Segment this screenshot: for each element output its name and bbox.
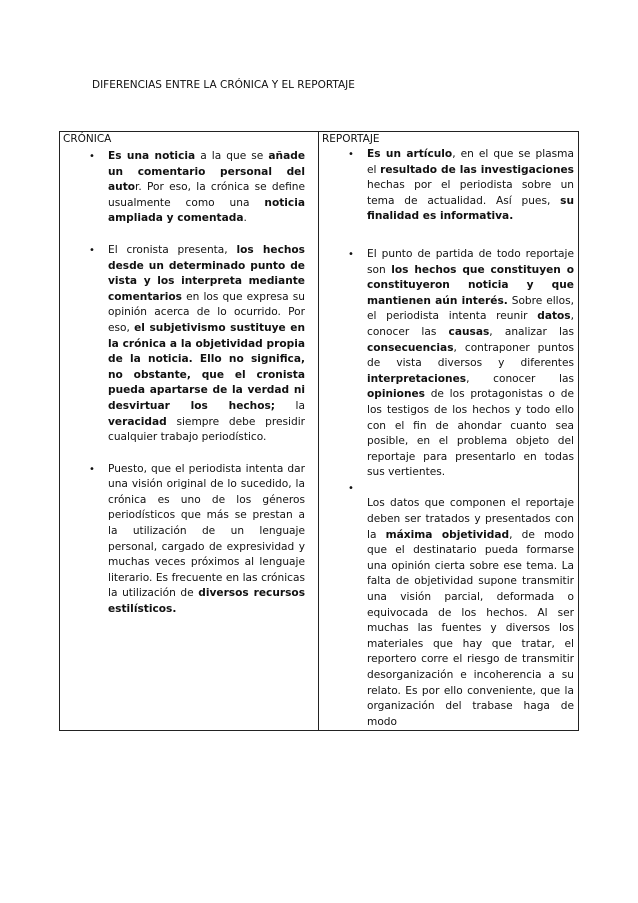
body-text: El cronista presenta, [108, 243, 237, 256]
bullet-icon: • [348, 149, 354, 160]
bold-text: Es un artículo [367, 148, 453, 160]
page-title: DIFERENCIAS ENTRE LA CRÓNICA Y EL REPORTAJE [92, 79, 355, 91]
body-text: siempre debe presidir cualquier trabajo periodístico. [108, 415, 305, 444]
comparison-table [59, 131, 579, 731]
bold-text: añade un comentario personal del auto [108, 150, 305, 194]
body-text: Puesto, que el periodista intenta dar una visión original de lo sucedido, la crónica es uno de los géneros periodísticos que más se prestan a la utilización de un lenguaje personal, cargado de expresividad y muchas veces próximos al lenguaje literario. Es frecuente en las crónicas la utilización de [108, 462, 305, 600]
bold-text: Es una noticia [108, 150, 196, 162]
cronica-cell [60, 146, 319, 731]
bold-text: resultado de las investigaciones [380, 163, 574, 176]
bold-text: causas [448, 325, 490, 338]
body-text: la [275, 399, 305, 412]
body-text: en los que expresa su opinión acerca de lo ocurrido. Por eso, [108, 290, 305, 334]
table-header-row [60, 132, 579, 147]
cronica-list [60, 149, 318, 618]
body-text: , contraponer puntos de vista diversos y diferentes [367, 341, 574, 370]
reportaje-cell [319, 146, 579, 731]
reportaje-list [319, 147, 578, 730]
bold-text: diversos recursos estilísticos. [108, 587, 305, 616]
body-text: , de modo que el destinatario pueda formarse una opinión cierta sobre ese tema. La falta de objetividad supone transmitir una visión parcial, deformada o equivocada de los hechos. Al ser muchas las fuentes y diversos los materiales que hay que tratar, el reportero corre el riesgo de transmitir desorganización e incoherencia a su relato. Es por ello conveniente, que la organización del trabase haga de modo [367, 528, 574, 728]
bold-text: noticia ampliada y comentada [108, 196, 305, 225]
list-item [319, 247, 578, 481]
list-item [60, 462, 318, 618]
body-text: a la que se [195, 150, 269, 162]
bold-text: el subjetivismo sustituye en la crónica a la objetividad propia de la noticia. Ello no significa, no obstante, que el cronista pueda apartarse de la verdad ni desvirtuar los hechos; [108, 321, 305, 412]
bold-text: datos [537, 310, 571, 323]
bold-text: su finalidad es informativa. [367, 194, 574, 223]
bullet-icon: • [89, 151, 95, 162]
list-item [60, 243, 318, 446]
body-text: , conocer las [466, 372, 574, 385]
body-text: . [243, 212, 247, 225]
bullet-icon: • [348, 248, 354, 260]
body-text: , en el que se plasma el [367, 148, 574, 176]
bold-text: los hechos desde un determinado punto de vista y los interpreta mediante comentarios [108, 243, 305, 303]
list-item [319, 481, 578, 731]
bold-text: veracidad [108, 415, 167, 428]
body-text: El punto de partida de todo reportaje son [367, 247, 574, 276]
body-text: hechas por el periodista sobre un tema de actualidad. Así pues, [367, 179, 574, 207]
body-text: , analizar las [489, 325, 574, 338]
bold-text: consecuencias [367, 341, 454, 354]
table-body-row [60, 146, 579, 731]
body-text: , conocer las [367, 310, 574, 338]
column-header-cronica: CRÓNICA [60, 132, 319, 147]
bullet-icon: • [89, 244, 95, 256]
bold-text: opiniones [367, 388, 425, 401]
body-text: r. Por eso, la crónica se define usualmente como una [108, 181, 305, 209]
list-item [60, 149, 318, 227]
column-header-reportaje: REPORTAJE [319, 132, 579, 147]
bullet-icon: • [89, 463, 95, 475]
body-text: Sobre ellos, el periodista intenta reunir [367, 294, 574, 323]
body-text: de los protagonistas o de los testigos de los hechos y todo ello con el fin de ahondar cuanto sea posible, en el problema objeto del reportaje para presentarlo en todas sus vertientes. [367, 388, 574, 479]
bold-text: interpretaciones [367, 372, 467, 385]
list-item [319, 147, 578, 225]
body-text: Los datos que componen el reportaje deben ser tratados y presentados con la [367, 497, 574, 541]
bold-text: máxima objetividad [385, 528, 510, 541]
bullet-icon: • [348, 482, 354, 494]
bold-text: los hechos que constituyen o constituyeron noticia y que mantienen aún interés. [367, 263, 574, 307]
